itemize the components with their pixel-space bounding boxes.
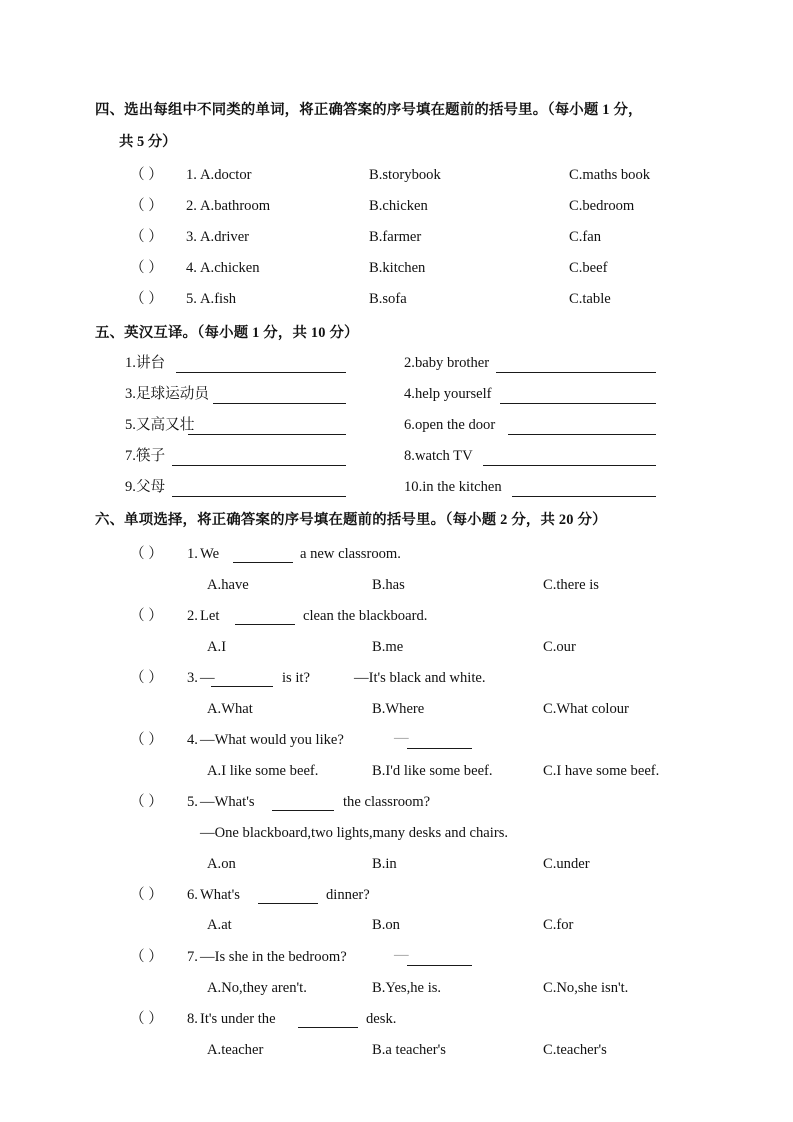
option-b[interactable]: B.sofa — [369, 291, 407, 307]
question-answer-blank[interactable] — [258, 903, 318, 904]
translation-answer-blank[interactable] — [176, 372, 346, 373]
option-a[interactable]: A.No,they aren't. — [207, 980, 307, 996]
question-stem: Let — [200, 608, 220, 624]
answer-bracket[interactable]: （ ） — [130, 291, 163, 307]
question-stem-tail: is it? — [282, 670, 310, 686]
option-c[interactable]: C.for — [543, 917, 574, 933]
translation-prompt: 7.筷子 — [125, 448, 166, 464]
question-number: 4. — [187, 732, 198, 748]
question-stem: It's under the — [200, 1011, 276, 1027]
section-five-heading: 五、英汉互译。（每小题 1 分，共 10 分） — [95, 325, 359, 341]
translation-answer-blank[interactable] — [188, 434, 346, 435]
answer-bracket[interactable]: （ ） — [130, 198, 163, 214]
option-b[interactable]: B.kitchen — [369, 260, 426, 276]
question-answer-blank[interactable] — [272, 810, 334, 811]
option-c[interactable]: C.maths book — [569, 167, 651, 183]
translation-prompt: 4.help yourself — [404, 386, 492, 402]
answer-bracket[interactable]: （ ） — [130, 260, 163, 276]
question-stem: We — [200, 546, 220, 562]
question-answer-blank[interactable] — [211, 686, 273, 687]
question-number: 2. — [186, 198, 197, 214]
question-answer-blank[interactable] — [235, 624, 295, 625]
answer-bracket[interactable]: （ ） — [130, 794, 163, 810]
question-response: —It's black and white. — [354, 670, 486, 686]
option-c[interactable]: C.table — [569, 291, 611, 307]
question-number: 4. — [186, 260, 197, 276]
question-stem-tail: clean the blackboard. — [303, 608, 428, 624]
option-a[interactable]: A.driver — [200, 229, 250, 245]
translation-answer-blank[interactable] — [483, 465, 656, 466]
translation-prompt: 9.父母 — [125, 479, 166, 495]
translation-answer-blank[interactable] — [496, 372, 656, 373]
option-b[interactable]: B.storybook — [369, 167, 441, 183]
question-number: 2. — [187, 608, 198, 624]
question-stem: —What would you like? — [200, 732, 344, 748]
option-a[interactable]: A.I like some beef. — [207, 763, 319, 779]
question-answer-blank[interactable] — [407, 748, 472, 749]
section-four-heading-line1: 四、选出每组中不同类的单词，将正确答案的序号填在题前的括号里。（每小题 1 分， — [95, 102, 643, 118]
option-b[interactable]: B.Yes,he is. — [372, 980, 442, 996]
answer-bracket[interactable]: （ ） — [130, 887, 163, 903]
option-c[interactable]: C.I have some beef. — [543, 763, 660, 779]
translation-prompt: 5.又高又壮 — [125, 417, 195, 433]
option-c[interactable]: C.What colour — [543, 701, 629, 717]
option-a[interactable]: A.on — [207, 856, 236, 872]
translation-answer-blank[interactable] — [172, 496, 346, 497]
translation-answer-blank[interactable] — [512, 496, 656, 497]
option-a[interactable]: A.doctor — [200, 167, 252, 183]
translation-answer-blank[interactable] — [172, 465, 346, 466]
question-number: 3. — [186, 229, 197, 245]
option-a[interactable]: A.have — [207, 577, 249, 593]
option-c[interactable]: C.our — [543, 639, 576, 655]
question-stem-tail: the classroom? — [343, 794, 431, 810]
option-b[interactable]: B.has — [372, 577, 405, 593]
question-answer-blank[interactable] — [407, 965, 472, 966]
question-number: 5. — [187, 794, 198, 810]
question-number: 1. — [187, 546, 198, 562]
option-c[interactable]: C.No,she isn't. — [543, 980, 629, 996]
answer-bracket[interactable]: （ ） — [130, 608, 163, 624]
option-b[interactable]: B.chicken — [369, 198, 428, 214]
question-number: 6. — [187, 887, 198, 903]
question-stem: —Is she in the bedroom? — [200, 949, 347, 965]
option-c[interactable]: C.under — [543, 856, 590, 872]
answer-bracket[interactable]: （ ） — [130, 546, 163, 562]
option-a[interactable]: A.What — [207, 701, 253, 717]
translation-prompt: 8.watch TV — [404, 448, 473, 464]
option-a[interactable]: A.bathroom — [200, 198, 271, 214]
option-a[interactable]: A.chicken — [200, 260, 260, 276]
translation-prompt: 3.足球运动员 — [125, 386, 209, 402]
option-a[interactable]: A.at — [207, 917, 232, 933]
option-a[interactable]: A.I — [207, 639, 227, 655]
option-c[interactable]: C.there is — [543, 577, 599, 593]
translation-prompt: 10.in the kitchen — [404, 479, 502, 495]
answer-bracket[interactable]: （ ） — [130, 949, 163, 965]
answer-bracket[interactable]: （ ） — [130, 1011, 163, 1027]
question-stem: What's — [200, 887, 240, 903]
section-four-heading-line2: 共 5 分） — [119, 134, 177, 150]
question-stem-tail: a new classroom. — [300, 546, 401, 562]
translation-prompt: 1.讲台 — [125, 355, 166, 371]
translation-answer-blank[interactable] — [508, 434, 656, 435]
question-number: 7. — [187, 949, 198, 965]
translation-answer-blank[interactable] — [213, 403, 346, 404]
option-c[interactable]: C.beef — [569, 260, 608, 276]
question-number: 5. — [186, 291, 197, 307]
answer-bracket[interactable]: （ ） — [130, 167, 163, 183]
option-b[interactable]: B.Where — [372, 701, 425, 717]
question-response: —One blackboard,two lights,many desks and chairs. — [200, 825, 509, 841]
option-b[interactable]: B.a teacher's — [372, 1042, 446, 1058]
answer-bracket[interactable]: （ ） — [130, 229, 163, 245]
question-stem: —What's — [200, 794, 255, 810]
translation-answer-blank[interactable] — [500, 403, 656, 404]
option-b[interactable]: B.farmer — [369, 229, 422, 245]
question-number: 3. — [187, 670, 198, 686]
question-answer-blank[interactable] — [298, 1027, 358, 1028]
answer-bracket[interactable]: （ ） — [130, 732, 163, 748]
option-b[interactable]: B.me — [372, 639, 404, 655]
em-dash: — — [394, 947, 409, 963]
question-number: 8. — [187, 1011, 198, 1027]
option-c[interactable]: C.fan — [569, 229, 602, 245]
em-dash: — — [394, 730, 409, 746]
option-c[interactable]: C.bedroom — [569, 198, 635, 214]
translation-prompt: 6.open the door — [404, 417, 496, 433]
section-six-heading: 六、单项选择，将正确答案的序号填在题前的括号里。（每小题 2 分，共 20 分） — [95, 512, 607, 528]
option-a[interactable]: A.teacher — [207, 1042, 264, 1058]
question-stem-tail: dinner? — [326, 887, 370, 903]
option-b[interactable]: B.I'd like some beef. — [372, 763, 493, 779]
question-answer-blank[interactable] — [233, 562, 293, 563]
option-b[interactable]: B.on — [372, 917, 400, 933]
translation-prompt: 2.baby brother — [404, 355, 490, 371]
em-dash: — — [200, 670, 215, 686]
option-a[interactable]: A.fish — [200, 291, 237, 307]
question-number: 1. — [186, 167, 197, 183]
question-stem-tail: desk. — [366, 1011, 397, 1027]
option-b[interactable]: B.in — [372, 856, 397, 872]
answer-bracket[interactable]: （ ） — [130, 670, 163, 686]
option-c[interactable]: C.teacher's — [543, 1042, 607, 1058]
